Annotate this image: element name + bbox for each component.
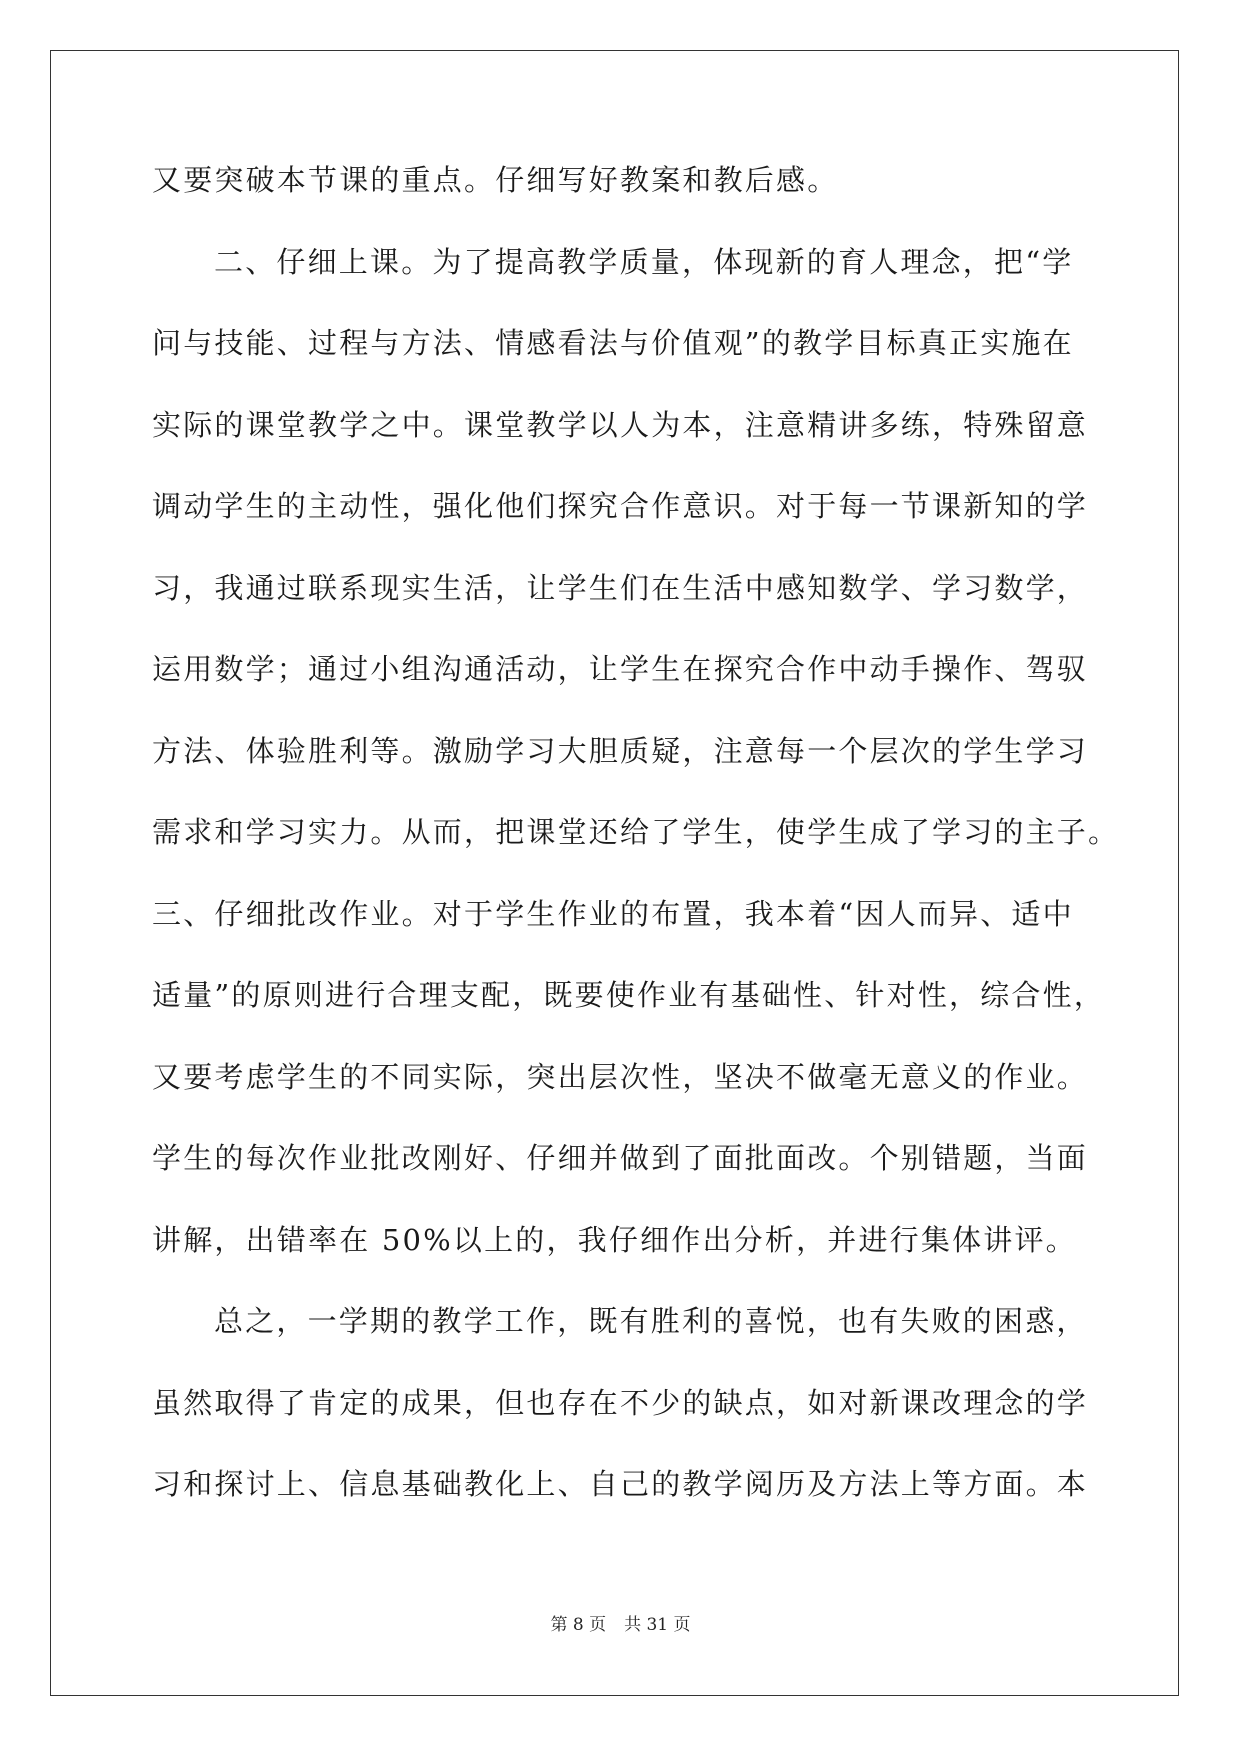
text-line: 实际的课堂教学之中。课堂教学以人为本，注意精讲多练，特殊留意 bbox=[152, 407, 1089, 442]
document-body bbox=[152, 160, 1120, 1546]
text-line: 总之，一学期的教学工作，既有胜利的喜悦，也有失败的困惑， bbox=[214, 1304, 1088, 1338]
text-line: 适量”的原则进行合理支配，既要使作业有基础性、针对性，综合性， bbox=[152, 978, 1106, 1012]
page-number-total: 共 31 页 bbox=[624, 1615, 691, 1635]
text-line: 学生的每次作业批改刚好、仔细并做到了面批面改。个别错题，当面 bbox=[152, 1141, 1089, 1175]
text-line: 又要考虑学生的不同实际，突出层次性，坚决不做毫无意义的作业。 bbox=[152, 1059, 1089, 1094]
text-line: 二、仔细上课。为了提高教学质量，体现新的育人理念，把“学 bbox=[214, 244, 1074, 279]
text-line: 虽然取得了肯定的成果，但也存在不少的缺点，如对新课改理念的学 bbox=[152, 1385, 1089, 1420]
text-line: 问与技能、过程与方法、情感看法与价值观”的教学目标真正实施在 bbox=[152, 326, 1074, 360]
page-footer bbox=[0, 1610, 1241, 1635]
text-line: 调动学生的主动性，强化他们探究合作意识。对于每一节课新知的学 bbox=[152, 489, 1089, 523]
text-line: 讲解，出错率在 50%以上的，我仔细作出分析，并进行集体讲评。 bbox=[152, 1222, 1077, 1257]
text-line: 习和探讨上、信息基础教化上、自己的教学阅历及方法上等方面。本 bbox=[152, 1467, 1089, 1501]
text-line: 三、仔细批改作业。对于学生作业的布置，我本着“因人而异、适中 bbox=[152, 896, 1074, 931]
text-line: 方法、体验胜利等。激励学习大胆质疑，注意每一个层次的学生学习 bbox=[152, 733, 1089, 768]
text-line: 又要突破本节课的重点。仔细写好教案和教后感。 bbox=[152, 163, 839, 197]
text-line: 习，我通过联系现实生活，让学生们在生活中感知数学、学习数学， bbox=[152, 570, 1089, 605]
text-line: 需求和学习实力。从而，把课堂还给了学生，使学生成了学习的主子。 bbox=[152, 815, 1120, 849]
text-line: 运用数学；通过小组沟通活动，让学生在探究合作中动手操作、驾驭 bbox=[152, 652, 1089, 686]
page-number-current: 第 8 页 bbox=[550, 1615, 607, 1635]
